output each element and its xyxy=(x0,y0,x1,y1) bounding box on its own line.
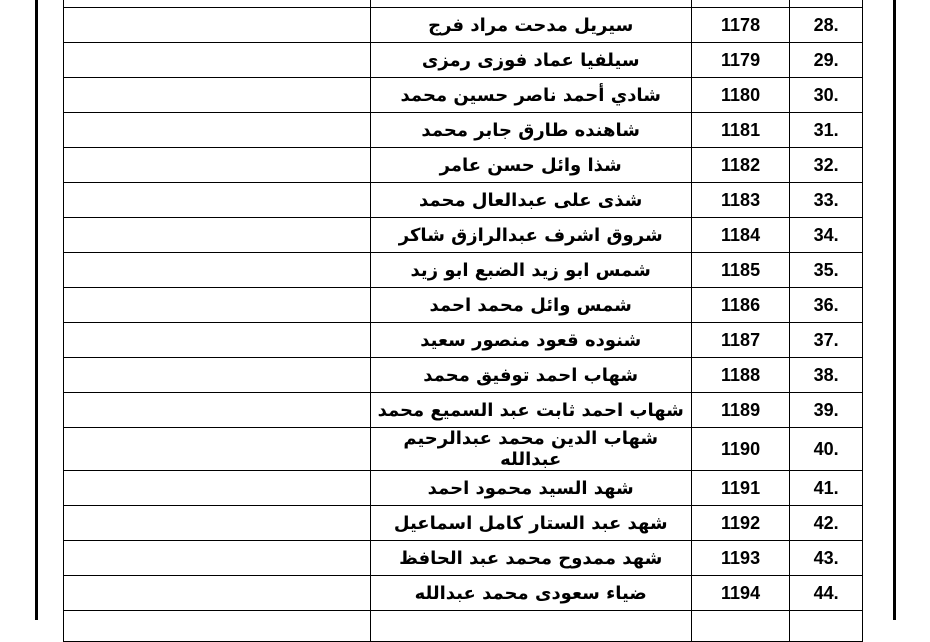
student-name-cell: سيلفيا عماد فوزى رمزى xyxy=(370,43,691,78)
table-row xyxy=(64,8,863,43)
table-row xyxy=(64,506,863,541)
blank-cell xyxy=(64,576,371,611)
table-row xyxy=(64,78,863,113)
table-row-partial-top xyxy=(64,0,863,8)
row-number-cell: 44. xyxy=(790,576,863,611)
student-name-cell: شهاب احمد ثابت عبد السميع محمد xyxy=(370,393,691,428)
student-code-cell: 1190 xyxy=(691,428,790,471)
blank-cell xyxy=(64,43,371,78)
blank-cell xyxy=(64,253,371,288)
row-number-cell: 28. xyxy=(790,8,863,43)
student-code-cell: 1181 xyxy=(691,113,790,148)
row-number-cell: 39. xyxy=(790,393,863,428)
table-row xyxy=(64,43,863,78)
student-name-cell: شذى على عبدالعال محمد xyxy=(370,183,691,218)
student-code-cell: 1186 xyxy=(691,288,790,323)
student-name-cell: شهاب احمد توفيق محمد xyxy=(370,358,691,393)
table-row xyxy=(64,541,863,576)
student-code-cell: 1188 xyxy=(691,358,790,393)
row-number-cell: 35. xyxy=(790,253,863,288)
page-border-right xyxy=(893,0,896,620)
blank-cell xyxy=(64,358,371,393)
student-name-cell: شادي أحمد ناصر حسين محمد xyxy=(370,78,691,113)
table-row xyxy=(64,358,863,393)
blank-cell xyxy=(64,148,371,183)
row-number-cell: 43. xyxy=(790,541,863,576)
student-code-cell: 1185 xyxy=(691,253,790,288)
table-row xyxy=(64,288,863,323)
student-code-cell: 1191 xyxy=(691,471,790,506)
row-number-cell: 34. xyxy=(790,218,863,253)
row-number-cell: 40. xyxy=(790,428,863,471)
blank-cell xyxy=(64,506,371,541)
row-number-cell: 38. xyxy=(790,358,863,393)
table-row xyxy=(64,471,863,506)
student-code-cell: 1187 xyxy=(691,323,790,358)
student-code-cell: 1178 xyxy=(691,8,790,43)
student-code-cell: 1189 xyxy=(691,393,790,428)
student-name-cell: شهد ممدوح محمد عبد الحافظ xyxy=(370,541,691,576)
student-name-cell: شمس ابو زيد الضبع ابو زيد xyxy=(370,253,691,288)
table-row xyxy=(64,576,863,611)
row-number-cell: 29. xyxy=(790,43,863,78)
row-number-cell: 36. xyxy=(790,288,863,323)
student-name-cell: شهد السيد محمود احمد xyxy=(370,471,691,506)
student-code-cell: 1192 xyxy=(691,506,790,541)
blank-cell xyxy=(64,323,371,358)
blank-cell xyxy=(64,78,371,113)
blank-cell xyxy=(64,8,371,43)
row-number-cell: 42. xyxy=(790,506,863,541)
table-row xyxy=(64,218,863,253)
student-name-cell: شروق اشرف عبدالرازق شاكر xyxy=(370,218,691,253)
table-row xyxy=(64,183,863,218)
row-number-cell: 32. xyxy=(790,148,863,183)
student-code-cell: 1184 xyxy=(691,218,790,253)
row-number-cell: 37. xyxy=(790,323,863,358)
table-row xyxy=(64,393,863,428)
student-code-cell: 1182 xyxy=(691,148,790,183)
student-name-cell: شنوده قعود منصور سعيد xyxy=(370,323,691,358)
student-name-cell: ضياء سعودى محمد عبدالله xyxy=(370,576,691,611)
table-row xyxy=(64,148,863,183)
blank-cell xyxy=(64,541,371,576)
blank-cell xyxy=(64,393,371,428)
student-name-cell: سيريل مدحت مراد فرج xyxy=(370,8,691,43)
blank-cell xyxy=(64,183,371,218)
table-row xyxy=(64,323,863,358)
table-row xyxy=(64,253,863,288)
student-name-cell: شاهنده طارق جابر محمد xyxy=(370,113,691,148)
table-row-partial-bottom xyxy=(64,611,863,642)
student-code-cell: 1193 xyxy=(691,541,790,576)
row-number-cell: 41. xyxy=(790,471,863,506)
student-code-cell: 1183 xyxy=(691,183,790,218)
blank-cell xyxy=(64,471,371,506)
row-number-cell: 33. xyxy=(790,183,863,218)
blank-cell xyxy=(64,428,371,471)
student-name-cell: شهد عبد الستار كامل اسماعيل xyxy=(370,506,691,541)
row-number-cell: 31. xyxy=(790,113,863,148)
student-code-cell: 1180 xyxy=(691,78,790,113)
blank-cell xyxy=(64,218,371,253)
student-code-cell: 1194 xyxy=(691,576,790,611)
student-name-cell: شذا وائل حسن عامر xyxy=(370,148,691,183)
table-row xyxy=(64,428,863,471)
table-row xyxy=(64,113,863,148)
student-name-cell: شمس وائل محمد احمد xyxy=(370,288,691,323)
student-list-table xyxy=(63,0,863,642)
blank-cell xyxy=(64,113,371,148)
row-number-cell: 30. xyxy=(790,78,863,113)
blank-cell xyxy=(64,288,371,323)
student-code-cell: 1179 xyxy=(691,43,790,78)
student-name-cell: شهاب الدين محمد عبدالرحيم عبدالله xyxy=(370,428,691,471)
page-border-left xyxy=(35,0,38,620)
